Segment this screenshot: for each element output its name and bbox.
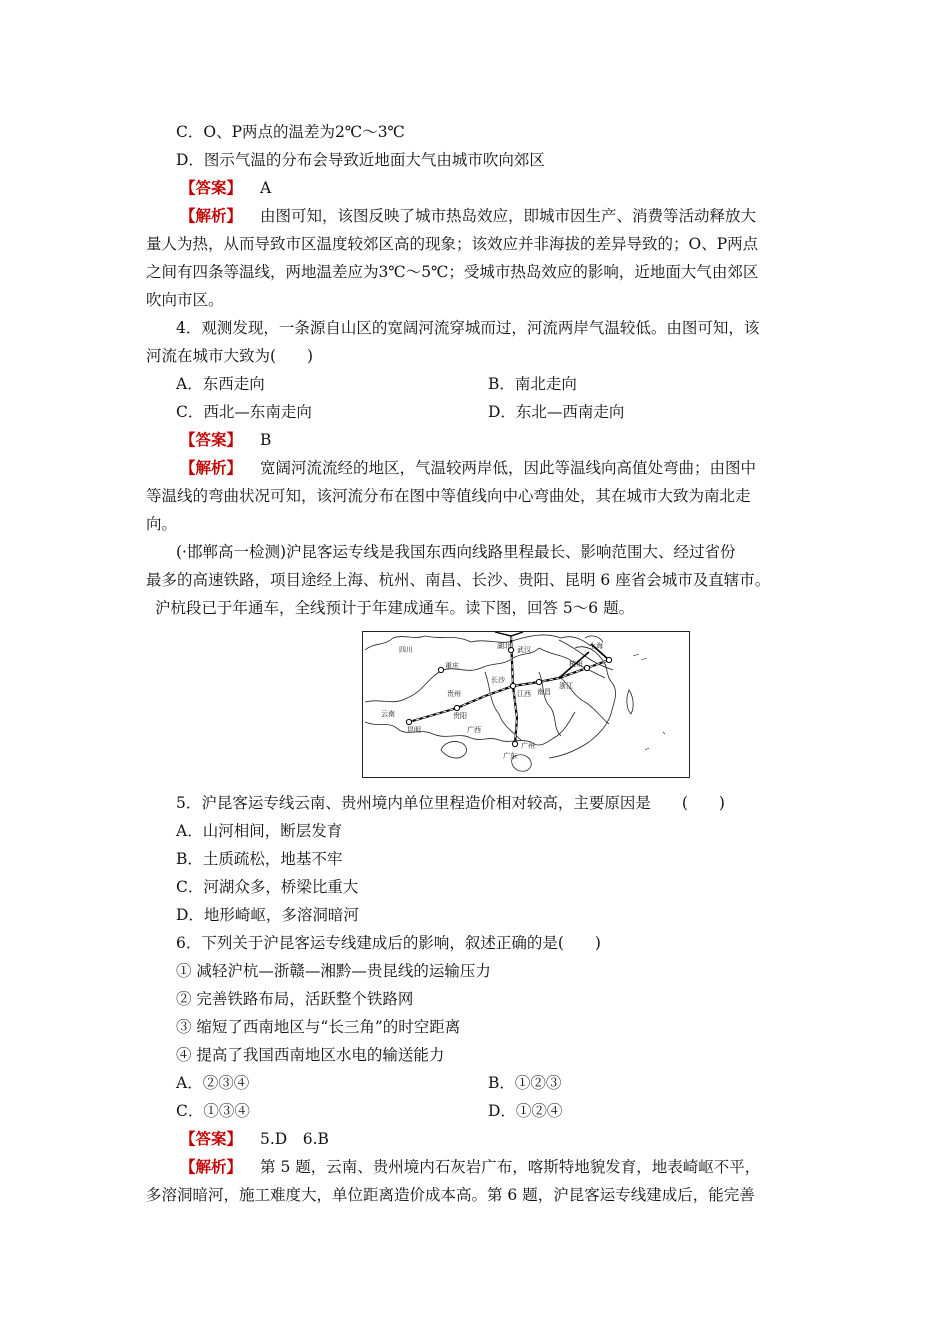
map-label-wuhan: 武汉 <box>517 646 531 654</box>
q6-item-2: ② 完善铁路布局，活跃整个铁路网 <box>176 990 414 1008</box>
q6-option-b: B．①②③ <box>488 1074 562 1092</box>
map-label-guizhou: 贵州 <box>447 690 461 698</box>
q3-explain-line-4: 吹向市区。 <box>146 291 224 309</box>
map-label-hubei: 湖北 <box>497 642 511 650</box>
explain-text: 第 5 题，云南、贵州境内石灰岩广布，喀斯特地貌发育，地表崎岖不平， <box>260 1158 761 1176</box>
q5-option-c: C．河湖众多，桥梁比重大 <box>176 878 359 896</box>
q56-answer <box>180 1128 329 1150</box>
map-label-guiyang: 贵阳 <box>453 712 467 720</box>
map-label-chongqing: 重庆 <box>445 662 459 670</box>
q4-stem-line-2: 河流在城市大致为( ) <box>146 347 314 365</box>
map-label-guangdong: 广东 <box>503 752 517 760</box>
q6-options-row-2 <box>176 1100 563 1122</box>
answer-text: A <box>260 179 272 197</box>
q4-option-c: C．西北—东南走向 <box>176 403 312 421</box>
map-label-shanghai: 上海 <box>589 642 603 650</box>
intro-line-2: 最多的高速铁路，项目途经上海、杭州、南昌、长沙、贵阳、昆明 6 座省会城市及直辖市。 <box>146 571 771 589</box>
q3-option-d: D．图示气温的分布会导致近地面大气由城市吹向郊区 <box>176 151 545 169</box>
q3-option-c: C．O、P两点的温差为2℃～3℃ <box>176 123 405 141</box>
explain-text: 宽阔河流流经的地区，气温较两岸低，因此等温线向高值处弯曲；由图中 <box>260 459 757 477</box>
map-label-yunnan: 云南 <box>381 710 395 718</box>
q3-explain-line-2: 量人为热，从而导致市区温度较郊区高的现象；该效应并非海拔的差异导致的；O、P两点 <box>146 235 759 253</box>
answer-tag: 【答案】 <box>180 430 243 449</box>
intro-line-3: 沪杭段已于年通车，全线预计于年建成通车。读下图，回答 5～6 题。 <box>155 599 635 617</box>
q3-explain-line-3: 之间有四条等温线，两地温差应为3℃～5℃；受城市热岛效应的影响，近地面大气由郊区 <box>146 263 759 281</box>
q3-answer <box>180 177 271 199</box>
q6-option-d: D．①②④ <box>488 1102 563 1120</box>
map-label-guangzhou: 广州 <box>521 742 535 750</box>
railway-map <box>362 631 690 778</box>
map-label-changsha: 长沙 <box>491 676 505 684</box>
q5-option-a: A．山河相间，断层发育 <box>176 822 343 840</box>
q3-explain-line-1 <box>180 205 756 227</box>
q6-options-row-1 <box>176 1072 562 1094</box>
q4-explain-line-3: 向。 <box>146 515 178 533</box>
answer-tag: 【答案】 <box>180 178 243 197</box>
q4-option-b: B．南北走向 <box>488 375 577 393</box>
explain-text: 由图可知，该图反映了城市热岛效应，即城市因生产、消费等活动释放大 <box>260 207 757 225</box>
answer-tag: 【答案】 <box>180 1129 243 1148</box>
q5-stem: 5．沪昆客运专线云南、贵州境内单位里程造价相对较高，主要原因是 ( ) <box>176 794 725 812</box>
q5-option-d: D．地形崎岖，多溶洞暗河 <box>176 906 359 924</box>
q5-option-b: B．土质疏松，地基不牢 <box>176 850 343 868</box>
q4-explain-line-2: 等温线的弯曲状况可知，该河流分布在图中等值线向中心弯曲处，其在城市大致为南北走 <box>146 487 751 505</box>
q4-options-row-2 <box>176 401 625 423</box>
q56-explain-line-2: 多溶洞暗河，施工难度大，单位距离造价成本高。第 6 题，沪昆客运专线建成后，能完善 <box>146 1186 755 1204</box>
map-label-sichuan: 四川 <box>399 646 413 654</box>
explain-tag: 【解析】 <box>180 458 243 477</box>
intro-line-1: (·邯郸高一检测)沪昆客运专线是我国东西向线路里程最长、影响范围大、经过省份 <box>176 543 736 561</box>
answer-text: B <box>260 431 272 449</box>
q6-item-3: ③ 缩短了西南地区与“长三角”的时空距离 <box>176 1018 461 1036</box>
q6-option-c: C．①③④ <box>176 1102 250 1120</box>
map-label-zhejiang: 浙江 <box>559 682 573 690</box>
q4-option-a: A．东西走向 <box>176 375 265 393</box>
q4-option-d: D．东北—西南走向 <box>488 403 625 421</box>
q4-answer <box>180 429 271 451</box>
map-label-jiangxi: 江西 <box>517 690 531 698</box>
map-label-guangxi: 广西 <box>467 726 481 734</box>
explain-tag: 【解析】 <box>180 206 243 225</box>
q4-stem-line-1: 4．观测发现，一条源自山区的宽阔河流穿城而过，河流两岸气温较低。由图可知，该 <box>176 319 760 337</box>
explain-tag: 【解析】 <box>180 1157 243 1176</box>
answer-text: 5.D 6.B <box>260 1130 329 1148</box>
q4-explain-line-1 <box>180 457 756 479</box>
map-label-nanchang: 南昌 <box>537 688 551 696</box>
q6-item-4: ④ 提高了我国西南地区水电的输送能力 <box>176 1046 445 1064</box>
q4-options-row-1 <box>176 373 577 395</box>
q6-item-1: ① 减轻沪杭—浙赣—湘黔—贵昆线的运输压力 <box>176 962 491 980</box>
map-label-hangzhou: 杭州 <box>569 660 583 668</box>
railway-map-svg <box>363 632 689 777</box>
map-label-kunming: 昆明 <box>407 726 421 734</box>
q6-stem: 6．下列关于沪昆客运专线建成后的影响，叙述正确的是( ) <box>176 934 601 952</box>
q56-explain-line-1 <box>180 1156 760 1178</box>
q6-option-a: A．②③④ <box>176 1074 250 1092</box>
